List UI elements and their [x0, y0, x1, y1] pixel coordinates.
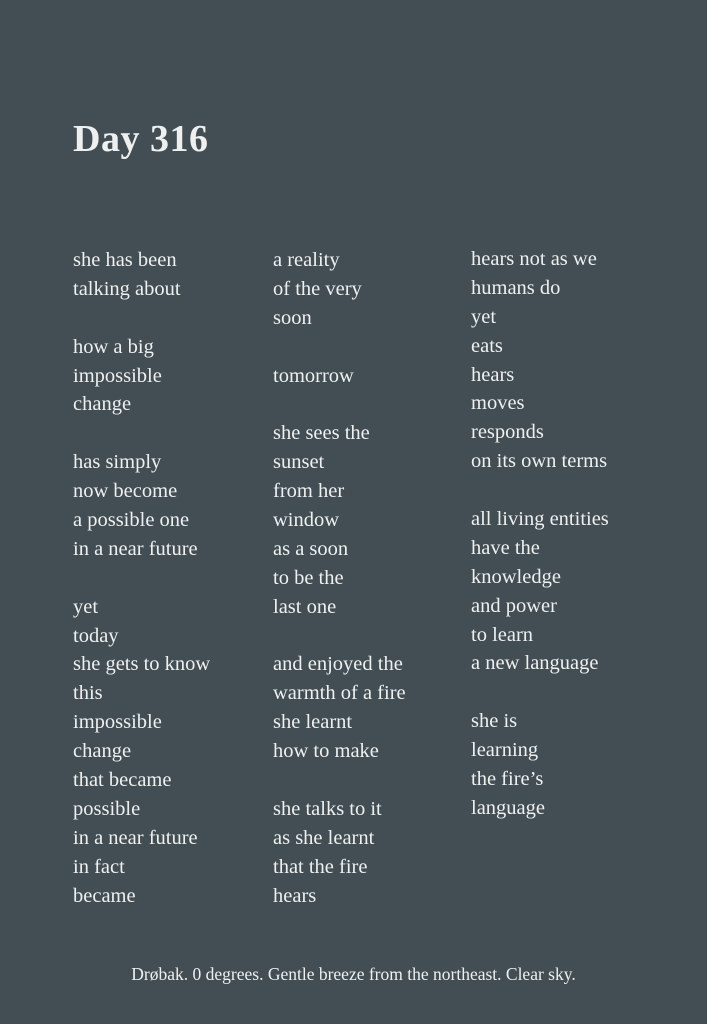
stanza-break	[73, 564, 210, 593]
poem-line: yet	[73, 595, 99, 618]
stanza-break	[273, 333, 406, 362]
poem-line: change	[73, 393, 132, 416]
poem-line: a possible one	[73, 509, 190, 532]
poem-line: how to make	[273, 740, 379, 763]
stanza-break	[273, 766, 406, 795]
poem-line: from her	[273, 480, 345, 503]
poem-line: yet	[471, 305, 497, 328]
poem-line: today	[73, 624, 119, 647]
stanza-break	[73, 419, 210, 448]
poem-line: language	[471, 796, 545, 819]
poem-line: became	[73, 884, 136, 907]
poem-line: sunset	[273, 451, 325, 474]
poem-line: she talks to it	[273, 797, 382, 820]
poem-line: as she learnt	[273, 826, 375, 849]
poem-line: she learnt	[273, 711, 353, 734]
poem-line: knowledge	[471, 565, 561, 588]
poem-line: a reality	[273, 249, 340, 271]
poem-line: and power	[471, 594, 557, 617]
poem-line: last one	[273, 595, 337, 618]
poem-line: moves	[471, 392, 525, 415]
poem-line: in fact	[73, 855, 125, 878]
poem-line: a new language	[471, 652, 599, 675]
poem-line: how a big	[73, 335, 154, 358]
stanza-break	[471, 678, 609, 707]
poem-line: humans do	[471, 276, 561, 299]
stanza-break	[273, 390, 406, 419]
poem-line: window	[273, 509, 340, 532]
poem-line: that the fire	[273, 855, 368, 878]
poem-line: talking about	[73, 277, 181, 300]
poem-line: the fire’s	[471, 768, 544, 791]
poem-line: soon	[273, 306, 312, 329]
poem-line: hears	[273, 884, 317, 907]
poem-line: in a near future	[73, 537, 198, 560]
poem-line: as a soon	[273, 537, 349, 560]
poem-line: impossible	[73, 711, 162, 734]
poem-line: learning	[471, 739, 539, 762]
poem-line: of the very	[273, 277, 362, 300]
poem-line: change	[73, 740, 132, 763]
poem-line: impossible	[73, 364, 162, 387]
poem-line: tomorrow	[273, 364, 354, 387]
poem-line: have the	[471, 536, 540, 559]
location-weather-footer: Drøbak. 0 degrees. Gentle breeze from the northeast. Clear sky.	[131, 964, 576, 984]
poem-line: that became	[73, 769, 172, 792]
poem-line: has simply	[73, 451, 162, 474]
stanza-break	[273, 622, 406, 651]
poem-line: eats	[471, 334, 503, 357]
poem-line: in a near future	[73, 826, 198, 849]
poem-line: responds	[471, 421, 544, 444]
poem-line: now become	[73, 480, 178, 503]
poem-line: warmth of a fire	[273, 682, 406, 705]
poem-line: she is	[471, 710, 518, 733]
poem-line: possible	[73, 797, 141, 820]
poem-line: this	[73, 682, 103, 705]
stanza-break	[73, 304, 210, 333]
poem-line: hears not as we	[471, 248, 597, 270]
poem-line: and enjoyed the	[273, 653, 403, 676]
poem-column-2	[273, 246, 406, 910]
poem-line: she gets to know	[73, 653, 211, 676]
poem-line: to be the	[273, 566, 344, 589]
poem-line: she sees the	[273, 422, 370, 445]
poem-line: all living entities	[471, 508, 609, 531]
poem-line: on its own terms	[471, 450, 608, 473]
poem-line: hears	[471, 363, 515, 386]
stanza-break	[471, 476, 609, 505]
poem-line: she has been	[73, 249, 177, 271]
poem-column-1	[73, 246, 210, 910]
page-title: Day 316	[73, 118, 209, 160]
poem-column-3	[471, 245, 609, 823]
poem-line: to learn	[471, 623, 534, 646]
